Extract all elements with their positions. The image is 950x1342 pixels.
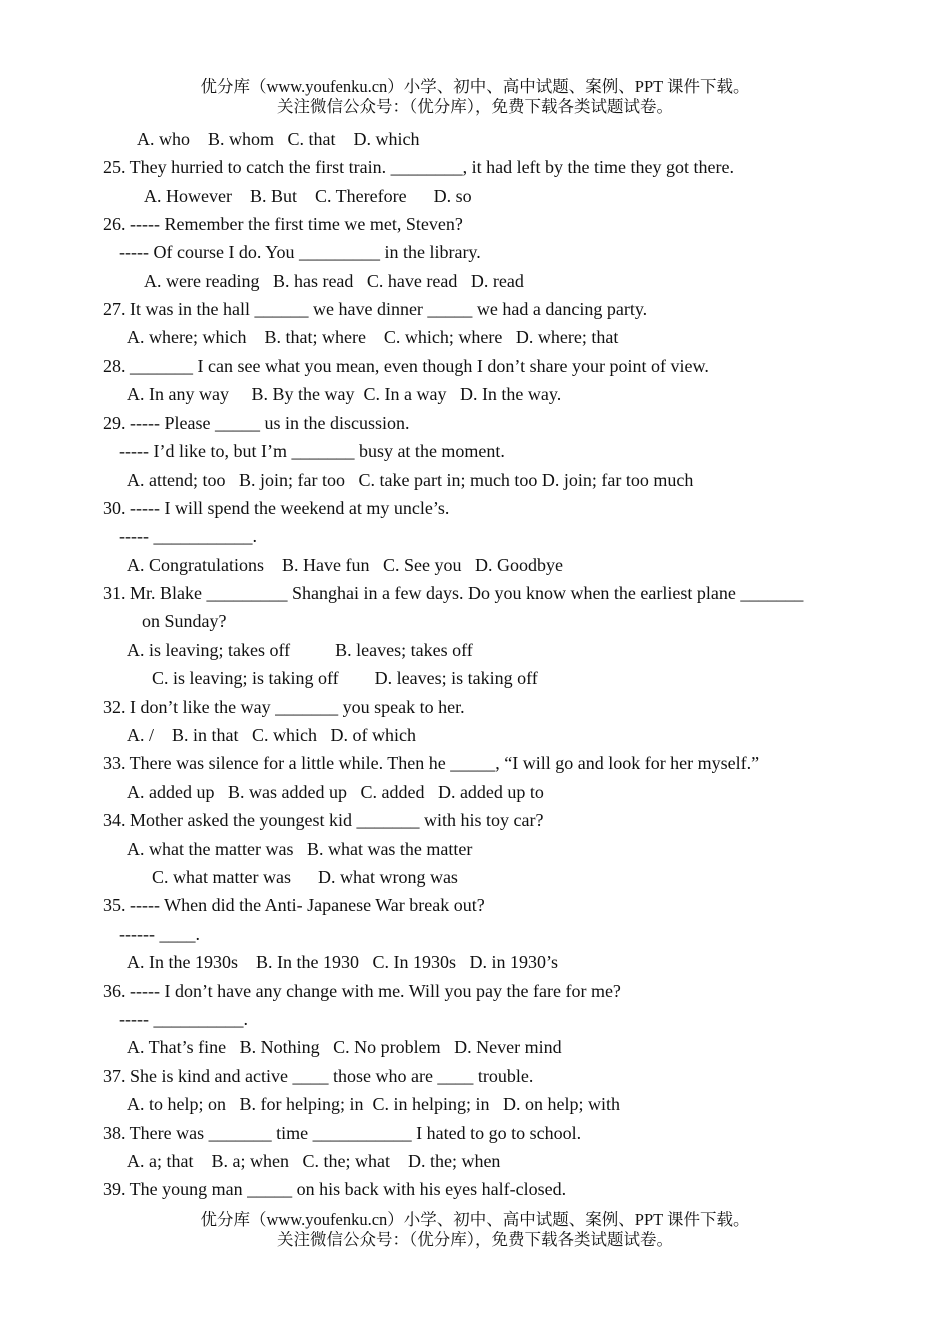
footer-line-2: 关注微信公众号：（优分库），免费下载各类试题试卷。 [277,1230,673,1249]
q39-stem: 39. The young man _____ on his back with his eyes half-closed. [103,1179,567,1199]
q38-options: A. a; that B. a; when C. the; what D. the; when [127,1151,501,1171]
q28-options: A. In any way B. By the way C. In a way D. In the way. [127,384,562,404]
q30-options: A. Congratulations B. Have fun C. See you D. Goodbye [127,555,563,575]
q35-options: A. In the 1930s B. In the 1930 C. In 1930s D. in 1930’s [127,952,558,972]
q29-stem: 29. ----- Please _____ us in the discussion. [103,413,410,433]
q28-stem: 28. _______ I can see what you mean, even though I don’t share your point of view. [103,356,709,376]
q32-options: A. / B. in that C. which D. of which [127,725,416,745]
q25-stem: 25. They hurried to catch the first train. ________, it had left by the time they got there. [103,157,735,177]
q27-options: A. where; which B. that; where C. which; where D. where; that [127,327,619,347]
q36-stem-2: ----- __________. [119,1009,248,1029]
q34-options-1: A. what the matter was B. what was the matter [127,839,473,859]
q31-stem-2: on Sunday? [142,611,227,631]
q25-options: A. However B. But C. Therefore D. so [144,186,472,206]
q31-options-1: A. is leaving; takes off B. leaves; takes off [127,640,473,660]
q33-stem: 33. There was silence for a little while. Then he _____, “I will go and look for her myself.” [103,753,760,773]
q29-options: A. attend; too B. join; far too C. take part in; much too D. join; far too much [127,470,694,490]
q30-stem-2: ----- ___________. [119,526,257,546]
q34-options-2: C. what matter was D. what wrong was [152,867,458,887]
q30-stem: 30. ----- I will spend the weekend at my uncle’s. [103,498,450,518]
q29-stem-2: ----- I’d like to, but I’m _______ busy at the moment. [119,441,505,461]
q34-stem: 34. Mother asked the youngest kid _______ with his toy car? [103,810,544,830]
q36-options: A. That’s fine B. Nothing C. No problem D. Never mind [127,1037,562,1057]
q26-stem-2: ----- Of course I do. You _________ in the library. [119,242,481,262]
header-line-1: 优分库（www.youfenku.cn）小学、初中、高中试题、案例、PPT 课件下载。 [200,77,750,96]
q27-stem: 27. It was in the hall ______ we have dinner _____ we had a dancing party. [103,299,648,319]
q33-options: A. added up B. was added up C. added D. added up to [127,782,544,802]
q31-options-2: C. is leaving; is taking off D. leaves; is taking off [152,668,538,688]
q32-stem: 32. I don’t like the way _______ you speak to her. [103,697,465,717]
q35-stem-2: ------ ____. [119,924,200,944]
q26-stem: 26. ----- Remember the first time we met, Steven? [103,214,463,234]
q36-stem: 36. ----- I don’t have any change with me. Will you pay the fare for me? [103,981,621,1001]
q38-stem: 38. There was _______ time ___________ I hated to go to school. [103,1123,582,1143]
q24-options: A. who B. whom C. that D. which [137,129,420,149]
q37-options: A. to help; on B. for helping; in C. in helping; in D. on help; with [127,1094,620,1114]
footer-line-1: 优分库（www.youfenku.cn）小学、初中、高中试题、案例、PPT 课件下载。 [200,1210,750,1229]
q26-options: A. were reading B. has read C. have read D. read [144,271,524,291]
q31-stem: 31. Mr. Blake _________ Shanghai in a few days. Do you know when the earliest plane _______ [103,583,804,603]
q35-stem: 35. ----- When did the Anti- Japanese War break out? [103,895,485,915]
header-line-2: 关注微信公众号：（优分库），免费下载各类试题试卷。 [277,97,673,116]
q37-stem: 37. She is kind and active ____ those who are ____ trouble. [103,1066,534,1086]
